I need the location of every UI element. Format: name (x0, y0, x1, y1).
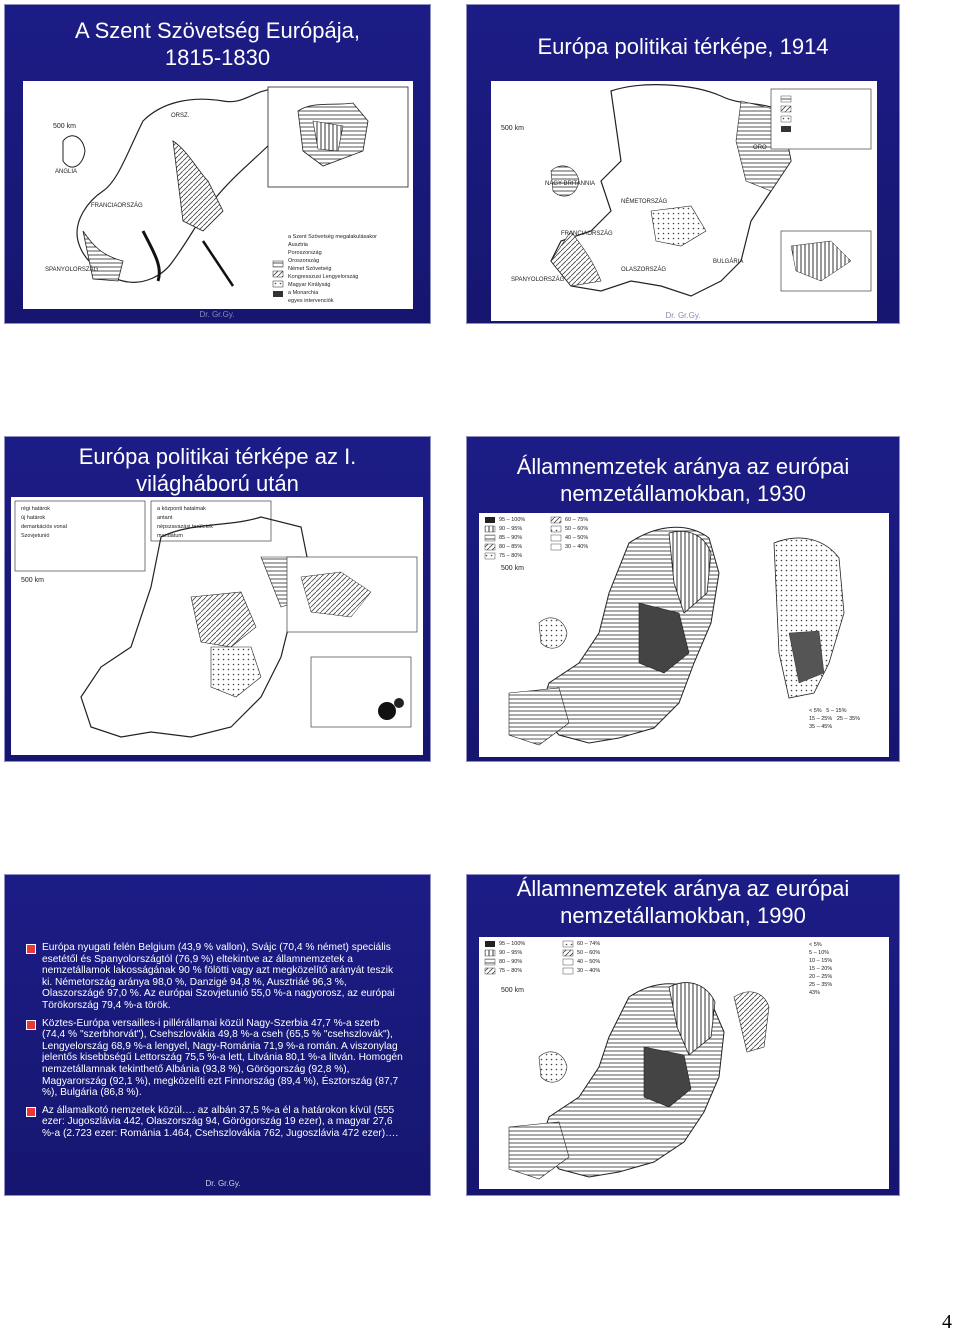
slide-footer: Dr. Gr.Gy. (665, 311, 701, 320)
map-legend: 60 – 74% 50 – 60% 40 – 50% 30 – 40% (577, 941, 601, 974)
map-label: BULGÁRIA (713, 259, 744, 265)
map-1914 (491, 81, 877, 321)
map-1930 (479, 513, 889, 757)
map-label: ANGLIA (55, 169, 78, 175)
map-legend: a központi hatalmak antant népszavazási területek mandátum (157, 506, 213, 539)
slide-1914 (466, 4, 900, 324)
map-legend: < 5% 5 – 15% 15 – 25% 25 – 35% 35 – 45% (809, 708, 861, 730)
bullet-item: Európa nyugati felén Belgium (43,9 % vallon), Svájc (70,4 % német) speciális esetétől és Spanyolországtól (76,9 %) eltekintve az államnemzetek a nemzetállamok lakosságának 90 % fölötti vagy azt megközelítő arányát teszik ki. Németország aránya 98,0 %, Danzigé 94,8 %, Ausztriáé 96,3 %, Olaszországé 97,0 %. Az európai Szovjetunió 55,0 %-a nagyorosz, az európai Törökország 79,4 %-a török. (24, 942, 404, 1012)
slide-footer: Dr. Gr.Gy. (205, 1179, 241, 1188)
bullet-item: Az államalkotó nemzetek közül…. az albán 37,5 %-a él a határokon kívül (555 ezer: Jugoszlávia 442, Olaszország 94, Görögország 19 ezer), a magyar 27,6 %-a (2.723 ezer: Románia 1.464, Csehszlovákia 762, Jugoszlávia 472 ezer)…. (24, 1105, 404, 1140)
map-scale: 500 km (21, 577, 44, 584)
map-legend: 60 – 75% 50 – 60% 40 – 50% 30 – 40% (565, 517, 589, 550)
slide-1990 (466, 874, 900, 1196)
map-legend: régi határok új határok demarkációs vonal Szovjetunió (21, 506, 67, 539)
slide-ww1 (4, 436, 431, 762)
slide-title: Európa politikai térképe, 1914 (537, 34, 829, 59)
map-scale: 500 km (53, 123, 76, 130)
map-legend: a Szent Szövetség megalakulásakor Ausztria Poroszország Oroszország Német Szövetség Kongresszusi Lengyelország Magyar Királyság a Monarchia egyes intervenciók (288, 234, 377, 304)
map-label: NÉMETORSZÁG (621, 199, 668, 205)
map-label: NAGY-BRITANNIA (545, 181, 596, 187)
map-holy-alliance (23, 81, 413, 309)
slide-title: Államnemzetek aránya az európai nemzetállamokban, 1930 (516, 454, 850, 506)
slide-footer: Dr. Gr.Gy. (199, 310, 235, 319)
map-label: SPANYOLORSZÁG (45, 267, 99, 273)
slide-1815 (4, 4, 431, 324)
page-number: 4 (942, 1311, 952, 1333)
map-label: FRANCIAORSZÁG (561, 231, 613, 237)
map-label: SPANYOLORSZÁG (511, 277, 565, 283)
map-1990 (479, 937, 889, 1189)
bullet-list (24, 942, 404, 1146)
map-legend: < 5% 5 – 10% 10 – 15% 15 – 20% 20 – 25% 25 – 35% 43% (809, 942, 833, 996)
slide-title: Európa politikai térképe az I. világháború után (78, 444, 357, 496)
slide-title: Államnemzetek aránya az európai nemzetállamokban, 1990 (516, 876, 850, 928)
map-scale: 500 km (501, 987, 524, 994)
map-label: FRANCIAORSZÁG (91, 203, 143, 209)
slide-1930 (466, 436, 900, 762)
bullet-item: Köztes-Európa versailles-i pillérállamai közül Nagy-Szerbia 47,7 %-a szerb (74,4 % "szerbhorvát"), Csehszlovákia 49,8 %-a cseh (65,5 % "csehszlovák"), Lengyelország 68,9 %-a lengyel, Nagy-Románia 71,9 %-a román. A viszonylag jelentős kisebbségű Lettország 75,5 %-a lett, Litvánia 80,1 %-a litván. Homogén nemzetállamnak tekinthető Albánia (93,8 %), Görögország (92,8 %), Magyarország (92,1 %), megközelíti ezt Finnország (89,4 %), Észtország (87,7 %), Bulgária (86,8 %). (24, 1018, 404, 1099)
map-label: ORO (753, 145, 767, 151)
map-legend: 95 – 100% 90 – 95% 85 – 90% 80 – 85% 75 – 80% (499, 517, 526, 559)
map-after-ww1 (11, 497, 423, 755)
map-scale: 500 km (501, 125, 524, 132)
map-label: ORSZ. (171, 113, 190, 119)
map-label: OLASZORSZÁG (621, 267, 667, 273)
map-legend: 95 – 100% 90 – 95% 80 – 90% 75 – 80% (499, 941, 526, 974)
slide-title: A Szent Szövetség Európája, 1815-1830 (75, 18, 360, 70)
map-scale: 500 km (501, 565, 524, 572)
